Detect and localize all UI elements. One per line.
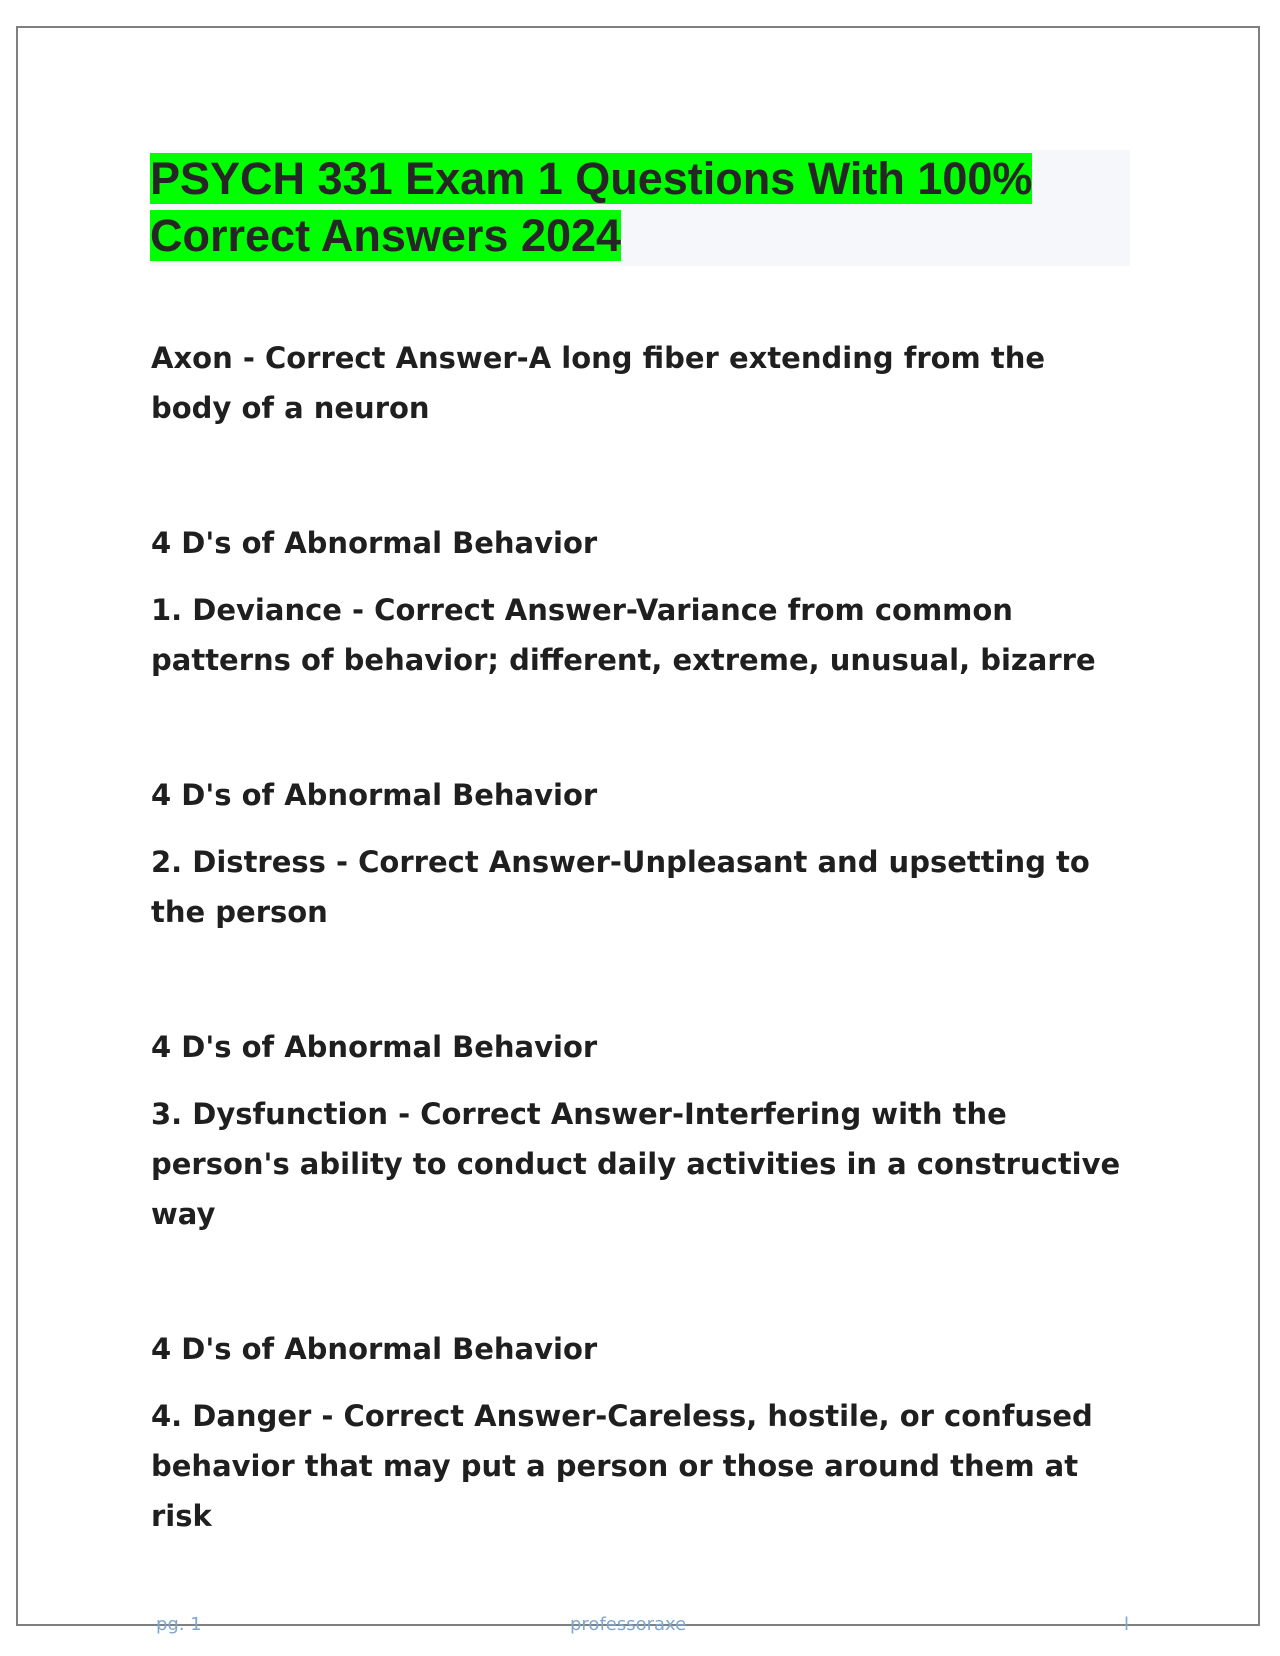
entry-heading: 4 D's of Abnormal Behavior	[151, 778, 598, 812]
spacer	[151, 433, 1131, 518]
spacer	[151, 685, 1131, 770]
entry-heading: 4 D's of Abnormal Behavior	[151, 526, 598, 560]
spacer	[151, 1239, 1131, 1324]
spacer	[151, 820, 1131, 837]
footer-mark: l	[1124, 1614, 1130, 1635]
entry-answer: 1. Deviance - Correct Answer-Variance from common patterns of behavior; different, extreme, unusual, bizarre	[151, 593, 1096, 677]
page-number: pg. 1	[156, 1614, 202, 1635]
document-title	[150, 150, 1130, 264]
document-title-text: PSYCH 331 Exam 1 Questions With 100% Correct Answers 2024	[150, 153, 1033, 261]
spacer	[151, 568, 1131, 585]
document-body	[151, 333, 1131, 1541]
spacer	[151, 937, 1131, 1022]
entry-answer: 2. Distress - Correct Answer-Unpleasant and upsetting to the person	[151, 845, 1090, 929]
entry-heading: 4 D's of Abnormal Behavior	[151, 1030, 598, 1064]
entry-heading: 4 D's of Abnormal Behavior	[151, 1332, 598, 1366]
title-block	[150, 150, 1130, 266]
spacer	[151, 1072, 1131, 1089]
footer-author: professoraxe	[570, 1614, 687, 1635]
entry-answer: Axon - Correct Answer-A long fiber extending from the body of a neuron	[151, 341, 1046, 425]
spacer	[151, 1374, 1131, 1391]
entry-answer: 4. Danger - Correct Answer-Careless, hostile, or confused behavior that may put a person or those around them at risk	[151, 1399, 1093, 1533]
entry-answer: 3. Dysfunction - Correct Answer-Interfering with the person's ability to conduct daily activities in a constructive way	[151, 1097, 1121, 1231]
